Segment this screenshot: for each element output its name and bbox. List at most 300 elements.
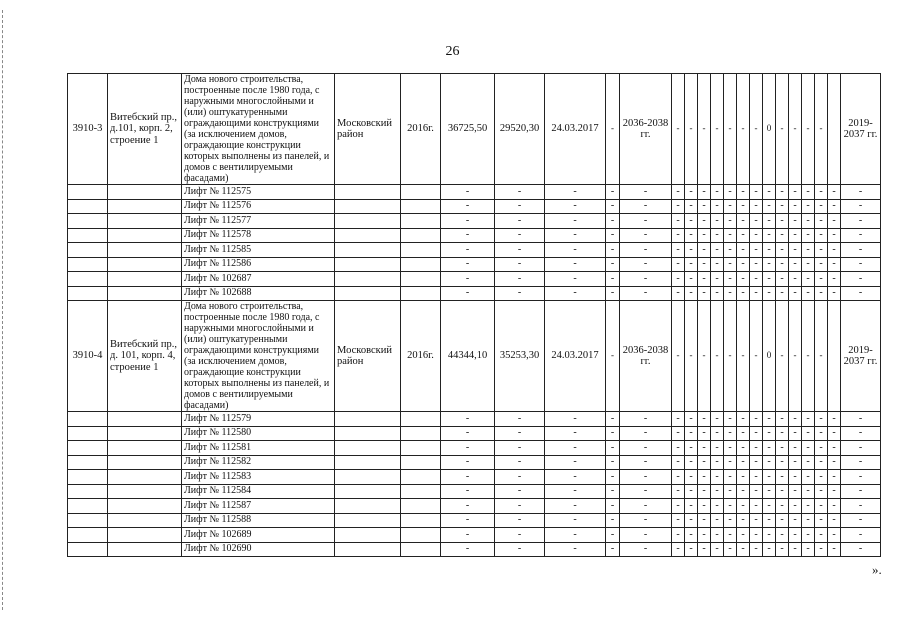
lift-value: - (606, 499, 620, 514)
lift-value: - (776, 513, 789, 528)
work-mark: - (711, 301, 724, 412)
lift-value: - (685, 214, 698, 229)
lift-value: - (789, 470, 802, 485)
lift-value: - (698, 185, 711, 200)
lift-value: - (685, 470, 698, 485)
lift-value: - (841, 243, 881, 258)
lift-value: - (495, 286, 545, 301)
lift-value: - (776, 272, 789, 287)
lift-value: - (711, 272, 724, 287)
lift-value: - (841, 528, 881, 543)
lift-code-empty (68, 272, 108, 287)
lift-year-empty (401, 528, 441, 543)
lift-value: - (763, 470, 776, 485)
lift-value: - (545, 272, 606, 287)
lift-value: - (750, 412, 763, 427)
lift-value: - (815, 243, 828, 258)
lift-value: - (711, 542, 724, 557)
lift-value: - (828, 542, 841, 557)
lift-value: - (841, 412, 881, 427)
lift-value: - (763, 214, 776, 229)
lift-value: - (672, 243, 685, 258)
lift-year-empty (401, 426, 441, 441)
lift-name: Лифт № 112575 (182, 185, 335, 200)
lift-value: - (802, 412, 815, 427)
lift-value: - (672, 185, 685, 200)
lift-district-empty (335, 513, 401, 528)
work-mark: - (802, 74, 815, 185)
lift-value: - (789, 484, 802, 499)
lift-value: - (828, 484, 841, 499)
house-code: 3910-4 (68, 301, 108, 412)
lift-value: - (606, 243, 620, 258)
lift-value: - (815, 513, 828, 528)
lift-value: - (606, 455, 620, 470)
lift-value: - (441, 426, 495, 441)
lift-value: - (763, 542, 776, 557)
lift-value: - (802, 214, 815, 229)
lift-address-empty (108, 426, 182, 441)
lift-value: - (441, 228, 495, 243)
lift-value: - (698, 214, 711, 229)
lift-value: - (815, 214, 828, 229)
lift-code-empty (68, 199, 108, 214)
lift-value: - (737, 513, 750, 528)
lift-value: - (698, 441, 711, 456)
lift-value: - (685, 228, 698, 243)
lift-value: - (620, 228, 672, 243)
lift-value: - (685, 441, 698, 456)
lift-row (68, 484, 881, 499)
lift-value: - (495, 528, 545, 543)
house-dash: - (606, 74, 620, 185)
lift-value: - (672, 228, 685, 243)
final-period-spacer (828, 74, 841, 185)
lift-value: - (841, 441, 881, 456)
lift-value: - (698, 528, 711, 543)
lift-value: - (815, 484, 828, 499)
lift-year-empty (401, 228, 441, 243)
lift-value: - (545, 185, 606, 200)
house-final-period: 2019-2037 гг. (841, 74, 881, 185)
lift-code-empty (68, 185, 108, 200)
lift-code-empty (68, 484, 108, 499)
lift-value: - (841, 214, 881, 229)
lift-value: - (841, 286, 881, 301)
lift-value: - (763, 455, 776, 470)
lift-value: - (802, 528, 815, 543)
lift-value: - (841, 513, 881, 528)
lift-value: - (685, 257, 698, 272)
lift-value: - (620, 272, 672, 287)
lift-row (68, 257, 881, 272)
lift-value: - (776, 426, 789, 441)
lift-value: - (441, 214, 495, 229)
lift-value: - (711, 455, 724, 470)
lift-year-empty (401, 243, 441, 258)
lift-value: - (802, 513, 815, 528)
lift-name: Лифт № 112586 (182, 257, 335, 272)
lift-value: - (776, 441, 789, 456)
lift-name: Лифт № 112580 (182, 426, 335, 441)
lift-value: - (841, 199, 881, 214)
lift-value: - (698, 470, 711, 485)
lift-value: - (763, 499, 776, 514)
lift-name: Лифт № 112578 (182, 228, 335, 243)
lift-row (68, 243, 881, 258)
lift-address-empty (108, 412, 182, 427)
lift-value: - (606, 272, 620, 287)
lift-value: - (789, 441, 802, 456)
lift-district-empty (335, 243, 401, 258)
lift-value: - (495, 199, 545, 214)
lift-value: - (620, 286, 672, 301)
work-mark: - (737, 74, 750, 185)
lift-value: - (545, 286, 606, 301)
lift-value: - (685, 499, 698, 514)
lift-value: - (841, 484, 881, 499)
lift-year-empty (401, 499, 441, 514)
lift-value: - (441, 185, 495, 200)
lift-value: - (802, 185, 815, 200)
house-district: Московский район (335, 301, 401, 412)
lift-value: - (606, 257, 620, 272)
lift-value: - (763, 426, 776, 441)
lift-value: - (763, 257, 776, 272)
lift-code-empty (68, 528, 108, 543)
lift-value: - (620, 257, 672, 272)
lift-value: - (620, 199, 672, 214)
lift-value: - (711, 426, 724, 441)
lift-value: - (750, 528, 763, 543)
lift-value: - (763, 528, 776, 543)
lift-district-empty (335, 441, 401, 456)
lift-value: - (672, 470, 685, 485)
lift-value: - (737, 228, 750, 243)
lift-value: - (724, 426, 737, 441)
lift-value: - (441, 513, 495, 528)
lift-value: - (750, 257, 763, 272)
lift-value: - (620, 542, 672, 557)
lift-value: - (802, 484, 815, 499)
house-type: Дома нового строительства, построенные после 1980 года, с наружными многослойными и (или) оштукатуренными ограждающими конструкциями (за исключением домов, ограждающие конструкции которых выполнены из панелей, и домов с вентилируемыми фасадами) (182, 74, 335, 185)
lift-value: - (711, 286, 724, 301)
house-area-total: 36725,50 (441, 74, 495, 185)
lift-value: - (815, 470, 828, 485)
lift-value: - (685, 199, 698, 214)
lift-value: - (620, 214, 672, 229)
lift-value: - (620, 243, 672, 258)
lift-value: - (620, 426, 672, 441)
lift-value: - (789, 513, 802, 528)
work-mark: - (750, 301, 763, 412)
lift-value: - (750, 441, 763, 456)
lift-value: - (672, 441, 685, 456)
lift-value: - (698, 286, 711, 301)
lift-value: - (763, 484, 776, 499)
lift-value: - (750, 455, 763, 470)
scan-margin-line (2, 10, 4, 610)
lift-value: - (828, 185, 841, 200)
lift-value: - (606, 470, 620, 485)
lift-value: - (698, 542, 711, 557)
lift-value: - (495, 214, 545, 229)
lift-value: - (828, 286, 841, 301)
lift-value: - (815, 228, 828, 243)
lift-value: - (789, 542, 802, 557)
lift-value: - (802, 257, 815, 272)
lift-value: - (620, 470, 672, 485)
lift-address-empty (108, 499, 182, 514)
lift-value: - (776, 243, 789, 258)
lift-value: - (841, 426, 881, 441)
lift-value: - (495, 257, 545, 272)
lift-code-empty (68, 257, 108, 272)
lift-value: - (776, 286, 789, 301)
lift-name: Лифт № 112579 (182, 412, 335, 427)
house-area-total: 44344,10 (441, 301, 495, 412)
lift-value: - (724, 272, 737, 287)
lift-year-empty (401, 272, 441, 287)
lift-value: - (545, 257, 606, 272)
lift-value: - (685, 484, 698, 499)
lift-value: - (763, 228, 776, 243)
work-mark: - (672, 301, 685, 412)
lift-value: - (698, 455, 711, 470)
lift-value: - (802, 243, 815, 258)
lift-name: Лифт № 102688 (182, 286, 335, 301)
lift-value: - (841, 455, 881, 470)
lift-value: - (750, 513, 763, 528)
lift-value: - (698, 243, 711, 258)
lift-value: - (711, 513, 724, 528)
house-final-period: 2019-2037 гг. (841, 301, 881, 412)
lift-value: - (724, 286, 737, 301)
lift-value: - (441, 243, 495, 258)
work-mark: - (685, 301, 698, 412)
lift-address-empty (108, 214, 182, 229)
lift-row (68, 470, 881, 485)
lift-code-empty (68, 412, 108, 427)
lift-value: - (711, 484, 724, 499)
lift-value: - (724, 513, 737, 528)
lift-value: - (606, 185, 620, 200)
lift-value: - (672, 513, 685, 528)
lift-value: - (545, 214, 606, 229)
lift-code-empty (68, 243, 108, 258)
lift-value: - (606, 484, 620, 499)
lift-value: - (750, 286, 763, 301)
lift-value: - (606, 426, 620, 441)
lift-address-empty (108, 228, 182, 243)
lift-value: - (711, 199, 724, 214)
lift-year-empty (401, 542, 441, 557)
work-mark: - (802, 301, 815, 412)
lift-value: - (620, 441, 672, 456)
lift-row (68, 199, 881, 214)
lift-address-empty (108, 199, 182, 214)
lift-value: - (698, 199, 711, 214)
lift-value: - (828, 412, 841, 427)
lift-value: - (750, 426, 763, 441)
lift-value: - (724, 441, 737, 456)
lift-value: - (763, 272, 776, 287)
lift-value: - (815, 412, 828, 427)
lift-value: - (750, 214, 763, 229)
lift-value: - (737, 412, 750, 427)
lift-value: - (495, 455, 545, 470)
lift-row (68, 499, 881, 514)
lift-value: - (815, 455, 828, 470)
lift-code-empty (68, 441, 108, 456)
lift-value: - (441, 199, 495, 214)
lift-value: - (737, 470, 750, 485)
lift-value: - (750, 470, 763, 485)
lift-value: - (776, 484, 789, 499)
house-area-living: 35253,30 (495, 301, 545, 412)
lift-value: - (802, 272, 815, 287)
lift-value: - (606, 412, 620, 427)
work-mark: - (698, 74, 711, 185)
lift-value: - (802, 441, 815, 456)
lift-name: Лифт № 112584 (182, 484, 335, 499)
lift-value: - (828, 455, 841, 470)
final-period-spacer (828, 301, 841, 412)
lift-value: - (815, 528, 828, 543)
lift-value: - (672, 426, 685, 441)
lift-value: - (441, 455, 495, 470)
lift-value: - (711, 243, 724, 258)
work-mark: - (789, 301, 802, 412)
lift-value: - (672, 214, 685, 229)
lift-value: - (737, 499, 750, 514)
lift-value: - (724, 228, 737, 243)
lift-value: - (495, 426, 545, 441)
lift-value: - (789, 199, 802, 214)
lift-value: - (841, 499, 881, 514)
lift-name: Лифт № 112583 (182, 470, 335, 485)
lift-value: - (776, 228, 789, 243)
lift-address-empty (108, 272, 182, 287)
lift-value: - (815, 286, 828, 301)
lift-value: - (724, 412, 737, 427)
lift-value: - (724, 214, 737, 229)
lift-name: Лифт № 112588 (182, 513, 335, 528)
lift-code-empty (68, 426, 108, 441)
lift-year-empty (401, 513, 441, 528)
closing-mark: ». (872, 562, 882, 577)
lift-district-empty (335, 542, 401, 557)
lift-value: - (545, 470, 606, 485)
house-code: 3910-3 (68, 74, 108, 185)
lift-value: - (828, 214, 841, 229)
lift-value: - (776, 185, 789, 200)
house-type: Дома нового строительства, построенные после 1980 года, с наружными многослойными и (или) оштукатуренными ограждающими конструкциями (за исключением домов, ограждающие конструкции которых выполнены из панелей, и домов с вентилируемыми фасадами) (182, 301, 335, 412)
lift-district-empty (335, 286, 401, 301)
lift-year-empty (401, 441, 441, 456)
lift-value: - (828, 243, 841, 258)
lift-row (68, 185, 881, 200)
lift-value: - (685, 455, 698, 470)
lift-year-empty (401, 185, 441, 200)
lift-value: - (545, 499, 606, 514)
lift-row (68, 228, 881, 243)
lift-value: - (711, 499, 724, 514)
lift-value: - (841, 542, 881, 557)
lift-value: - (750, 484, 763, 499)
lift-value: - (815, 272, 828, 287)
lift-district-empty (335, 214, 401, 229)
lift-value: - (685, 185, 698, 200)
lift-value: - (789, 214, 802, 229)
lift-row (68, 412, 881, 427)
lift-value: - (750, 228, 763, 243)
lift-value: - (776, 199, 789, 214)
lift-value: - (763, 412, 776, 427)
lift-value: - (841, 228, 881, 243)
work-mark: - (776, 74, 789, 185)
lift-value: - (711, 528, 724, 543)
lift-value: - (495, 412, 545, 427)
lift-value: - (737, 214, 750, 229)
lift-value: - (789, 286, 802, 301)
lift-value: - (620, 528, 672, 543)
lift-year-empty (401, 257, 441, 272)
lift-district-empty (335, 455, 401, 470)
lift-value: - (698, 499, 711, 514)
work-mark: - (737, 301, 750, 412)
lift-value: - (672, 199, 685, 214)
lift-value: - (763, 185, 776, 200)
lift-value: - (606, 528, 620, 543)
lift-value: - (737, 286, 750, 301)
lift-code-empty (68, 513, 108, 528)
lift-district-empty (335, 470, 401, 485)
lift-value: - (737, 257, 750, 272)
lift-row (68, 272, 881, 287)
lift-value: - (724, 185, 737, 200)
lift-value: - (495, 441, 545, 456)
lift-year-empty (401, 286, 441, 301)
lift-value: - (776, 455, 789, 470)
lift-value: - (841, 257, 881, 272)
lift-row (68, 542, 881, 557)
lift-value: - (698, 228, 711, 243)
work-mark: - (711, 74, 724, 185)
lift-value: - (828, 199, 841, 214)
lift-value: - (828, 426, 841, 441)
lift-name: Лифт № 112585 (182, 243, 335, 258)
lift-district-empty (335, 257, 401, 272)
lift-name: Лифт № 102690 (182, 542, 335, 557)
lift-address-empty (108, 257, 182, 272)
lift-value: - (606, 513, 620, 528)
lift-value: - (828, 499, 841, 514)
work-mark: - (724, 74, 737, 185)
lift-value: - (815, 257, 828, 272)
lift-value: - (672, 499, 685, 514)
lift-row (68, 441, 881, 456)
lift-value: - (606, 441, 620, 456)
lift-address-empty (108, 286, 182, 301)
lift-value: - (711, 441, 724, 456)
house-year: 2016г. (401, 301, 441, 412)
lift-value: - (789, 426, 802, 441)
lift-value: - (620, 499, 672, 514)
lift-year-empty (401, 199, 441, 214)
lift-value: - (828, 441, 841, 456)
lift-value: - (545, 513, 606, 528)
